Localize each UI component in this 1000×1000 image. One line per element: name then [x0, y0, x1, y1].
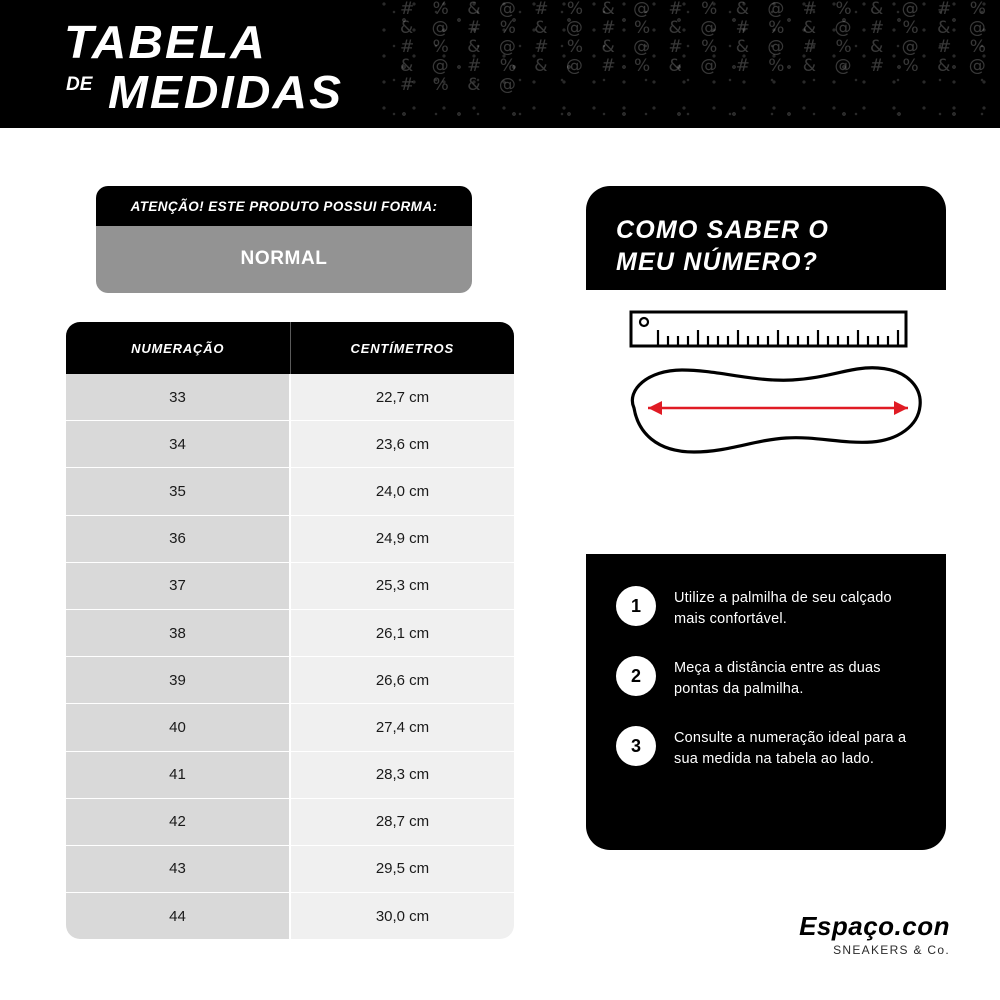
cell-centimetros: 28,3 cm — [290, 751, 514, 798]
table-row — [66, 845, 514, 892]
cell-numeracao: 41 — [66, 751, 290, 798]
cell-numeracao: 37 — [66, 562, 290, 609]
cell-centimetros: 29,5 cm — [290, 845, 514, 892]
table-row — [66, 798, 514, 845]
how-to-measure-title — [616, 214, 829, 278]
measure-step — [616, 586, 926, 630]
column-header-numeracao: NUMERAÇÃO — [66, 322, 290, 374]
page-header — [0, 0, 1000, 128]
table-row — [66, 751, 514, 798]
cell-numeracao: 44 — [66, 893, 290, 940]
cell-centimetros: 30,0 cm — [290, 893, 514, 940]
step-text: Consulte a numeração ideal para a sua medida na tabela ao lado. — [674, 730, 907, 767]
step-number-badge: 2 — [616, 656, 656, 696]
ruler-icon — [631, 312, 906, 346]
table-row — [66, 893, 514, 940]
cell-centimetros: 22,7 cm — [290, 374, 514, 421]
cell-numeracao: 38 — [66, 609, 290, 656]
measure-step — [616, 656, 926, 700]
table-row — [66, 562, 514, 609]
size-table — [66, 322, 514, 939]
table-row — [66, 374, 514, 421]
cell-numeracao: 40 — [66, 704, 290, 751]
step-text: Utilize a palmilha de seu calçado mais confortável. — [674, 590, 892, 627]
cell-centimetros: 23,6 cm — [290, 421, 514, 468]
measure-steps-list — [616, 586, 926, 796]
product-fit-value: NORMAL — [96, 226, 472, 293]
cell-centimetros: 26,6 cm — [290, 657, 514, 704]
cell-numeracao: 43 — [66, 845, 290, 892]
brand-name: Espaço.con — [799, 911, 950, 941]
column-header-centimetros: CENTÍMETROS — [290, 322, 514, 374]
cell-centimetros: 24,0 cm — [290, 468, 514, 515]
cell-centimetros: 24,9 cm — [290, 515, 514, 562]
cell-numeracao: 33 — [66, 374, 290, 421]
product-fit-callout — [96, 186, 472, 293]
brand-logo — [750, 912, 950, 957]
brand-tagline: SNEAKERS & Co. — [833, 943, 950, 957]
cell-centimetros: 28,7 cm — [290, 798, 514, 845]
step-number-badge: 3 — [616, 726, 656, 766]
cell-numeracao: 42 — [66, 798, 290, 845]
cell-centimetros: 26,1 cm — [290, 609, 514, 656]
how-to-measure-panel — [586, 186, 946, 850]
step-number-badge: 1 — [616, 586, 656, 626]
cell-numeracao: 35 — [66, 468, 290, 515]
table-row — [66, 515, 514, 562]
insole-measure-diagram — [586, 290, 946, 554]
product-fit-label: ATENÇÃO! ESTE PRODUTO POSSUI FORMA: — [96, 186, 472, 226]
table-header-row — [66, 322, 514, 374]
page-title — [64, 16, 344, 118]
cell-numeracao: 34 — [66, 421, 290, 468]
page-title-line2: MEDIDAS — [108, 66, 344, 118]
page-title-de: DE — [66, 74, 93, 95]
cell-numeracao: 39 — [66, 657, 290, 704]
step-text: Meça a distância entre as duas pontas da palmilha. — [674, 660, 881, 697]
table-row — [66, 468, 514, 515]
how-to-measure-title-line2: MEU NÚMERO? — [616, 248, 819, 276]
table-row — [66, 704, 514, 751]
measure-illustration — [586, 290, 946, 554]
table-row — [66, 657, 514, 704]
table-row — [66, 609, 514, 656]
cell-centimetros: 25,3 cm — [290, 562, 514, 609]
page-title-line1: TABELA — [64, 16, 267, 68]
insole-outline-icon — [632, 368, 920, 452]
header-glyph-pattern: # % & @ # % & @ # % & @ # % & @ # % & @ # % & @ # % & @ # % & @ # % & @ # % & @ # % & @ # % & @ # % & @ # % & @ # % & @ # % & @ # % & @ # % & @ # % & @ — [400, 0, 989, 95]
cell-numeracao: 36 — [66, 515, 290, 562]
cell-centimetros: 27,4 cm — [290, 704, 514, 751]
measure-step — [616, 726, 926, 770]
how-to-measure-title-line1: COMO SABER O — [616, 216, 830, 244]
table-row — [66, 421, 514, 468]
